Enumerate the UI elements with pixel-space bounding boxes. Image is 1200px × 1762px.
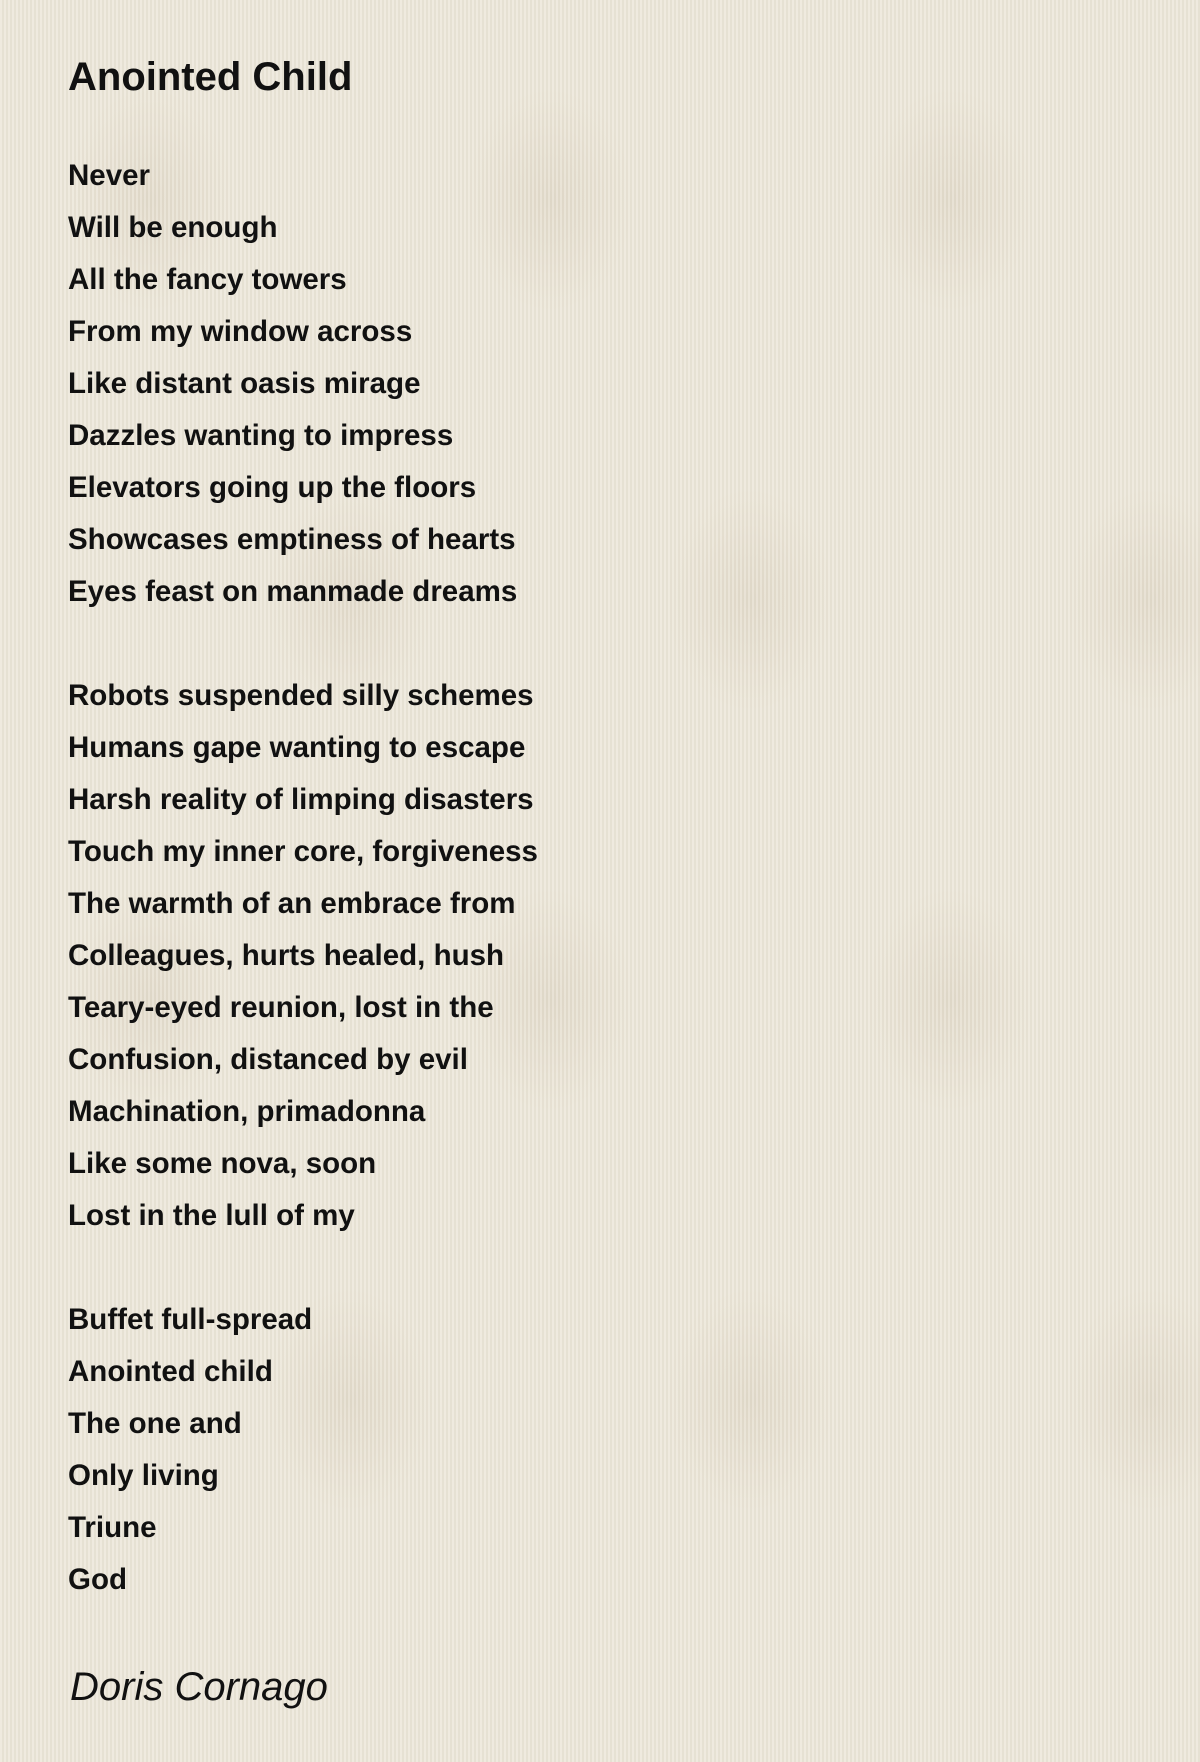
poem-line: Triune (68, 1511, 157, 1544)
stanza-2 (68, 670, 1128, 1242)
poem-line: Dazzles wanting to impress (68, 419, 454, 452)
poem-line: The one and (68, 1407, 242, 1440)
poem-line: Like distant oasis mirage (68, 367, 421, 400)
poem-page (68, 50, 1128, 1606)
poem-line: Humans gape wanting to escape (68, 731, 526, 764)
poem-line: From my window across (68, 315, 413, 348)
poem-line: Will be enough (68, 211, 278, 244)
poem-line: Robots suspended silly schemes (68, 679, 534, 712)
poem-body (68, 150, 1128, 1606)
poem-line: All the fancy towers (68, 263, 347, 296)
poem-line: Only living (68, 1459, 219, 1492)
poem-line: Machination, primadonna (68, 1095, 426, 1128)
stanza-1 (68, 150, 1128, 618)
poem-line: The warmth of an embrace from (68, 887, 516, 920)
poem-line: Confusion, distanced by evil (68, 1043, 468, 1076)
poem-line: God (68, 1563, 127, 1596)
poem-line: Elevators going up the floors (68, 471, 477, 504)
poem-title: Anointed Child (68, 55, 353, 99)
poem-line: Colleagues, hurts healed, hush (68, 939, 505, 972)
poem-line: Teary-eyed reunion, lost in the (68, 991, 494, 1024)
poem-line: Touch my inner core, forgiveness (68, 835, 538, 868)
poem-line: Lost in the lull of my (68, 1199, 355, 1232)
poem-line: Anointed child (68, 1355, 273, 1388)
poem-line: Buffet full-spread (68, 1303, 313, 1336)
stanza-3 (68, 1294, 1128, 1606)
poem-line: Harsh reality of limping disasters (68, 783, 534, 816)
poem-line: Eyes feast on manmade dreams (68, 575, 518, 608)
poem-author: Doris Cornago (70, 1665, 328, 1709)
poem-line: Like some nova, soon (68, 1147, 377, 1180)
poem-line: Showcases emptiness of hearts (68, 523, 516, 556)
poem-line: Never (68, 159, 151, 192)
